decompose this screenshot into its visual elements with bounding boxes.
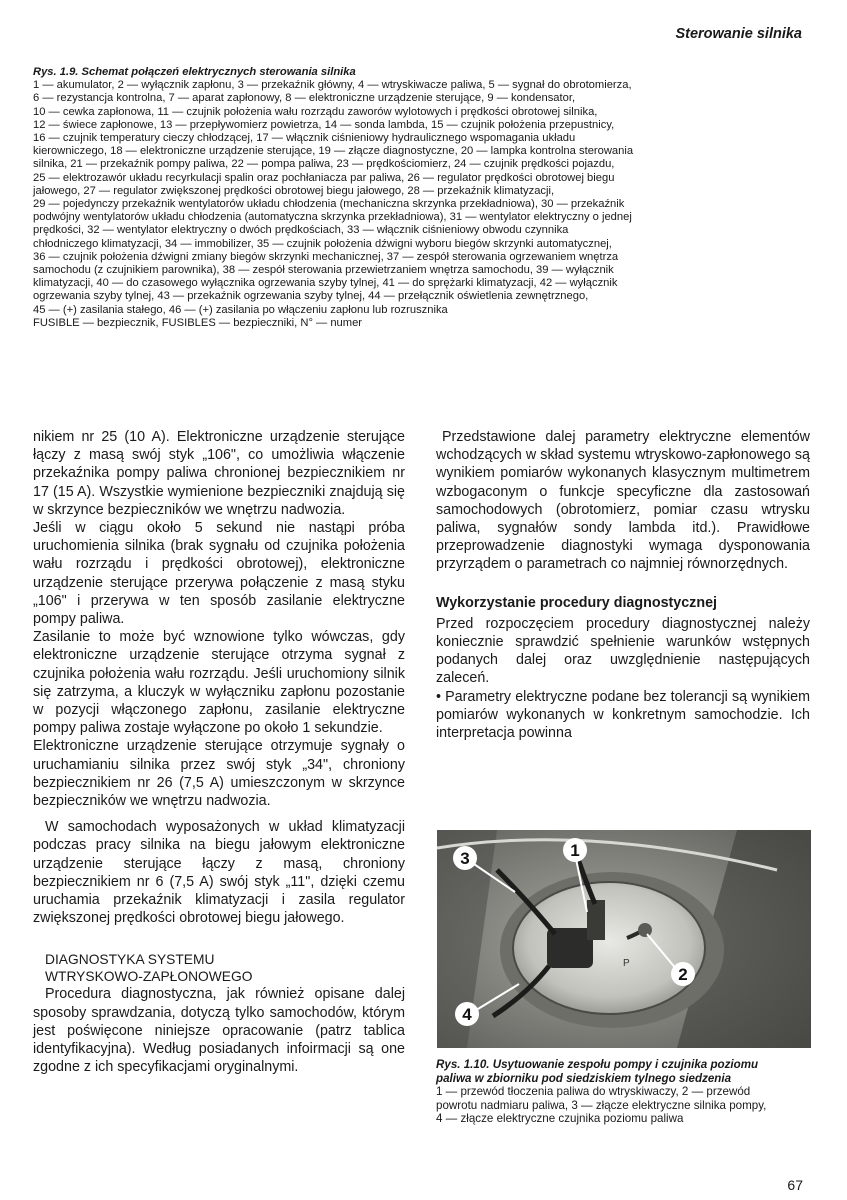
caption-line: chłodniczego klimatyzacji, 34 — immobilizer, 35 — czujnik położenia dźwigni wyboru biegów skrzynki automatycznej, xyxy=(33,237,612,250)
caption-line: FUSIBLE — bezpiecznik, FUSIBLES — bezpieczniki, N° — numer xyxy=(33,316,363,329)
body-paragraph: Jeśli w ciągu około 5 sekund nie nastąpi próba uruchomienia silnika (brak sygnału od czujnika położenia wału rozrządu i prędkości obrotowej), elektroniczne urządzenie sterujące przerywa połączenie z masą styku „106" i przerywa w ten sposób zasilanie elektryczne pompy paliwa. xyxy=(33,520,405,628)
diagnostics-heading xyxy=(33,951,405,985)
figure-1-10-description: 1 — przewód tłoczenia paliwa do wtryskiwaczy, 2 — przewód powrotu nadmiaru paliwa, 3 — złącze elektryczne silnika pompy, 4 — złącze elektryczne czujnika poziomu paliwa xyxy=(436,1085,767,1126)
callout-3: 3 xyxy=(460,849,470,868)
callout-2: 2 xyxy=(678,965,688,984)
caption-line: jałowego, 27 — regulator zwiększonej prędkości obrotowej biegu jałowego, 28 — przekaźnik klimatyzacji, xyxy=(33,184,555,197)
body-paragraph: W samochodach wyposażonych w układ klimatyzacji podczas pracy silnika na biegu jałowym elektroniczne urządzenie sterujące łączy z masą, chroniony bezpiecznikiem nr 6 (7,5 A) swój styk „11", dzięki czemu uruchamia przekaźnik klimatyzacji i zasila regulator zwiększonej prędkości obrotowej biegu jałowego. xyxy=(33,819,405,927)
cover-marking: P xyxy=(623,958,630,969)
callout-4: 4 xyxy=(462,1005,472,1024)
section-heading: Wykorzystanie procedury diagnostycznej xyxy=(436,594,717,611)
diagnostics-heading-line: WTRYSKOWO-ZAPŁONOWEGO xyxy=(45,969,253,985)
caption-line: podwójny wentylatorów układu chłodzenia (automatyczna skrzynka przekładniowa), 31 — wentylator elektryczny o jednej xyxy=(33,211,632,224)
caption-line: ogrzewania szyby tylnej, 43 — przekaźnik ogrzewania szyby tylnej, 44 — przełącznik oświetlenia zewnętrznego, xyxy=(33,290,589,303)
caption-line: silnika, 21 — przekaźnik pompy paliwa, 22 — pompa paliwa, 23 — prędkościomierz, 24 — czujnik prędkości pojazdu, xyxy=(33,158,615,171)
caption-line: 45 — (+) zasilania stałego, 46 — (+) zasilania po włączeniu zapłonu lub rozrusznika xyxy=(33,303,448,316)
caption-line: prędkości, 32 — wentylator elektryczny o dwóch prędkościach, 33 — włącznik ciśnieniowy obwodu czynnika xyxy=(33,224,569,237)
body-paragraph: • Parametry elektryczne podane bez tolerancji są wynikiem pomiarów wykonanych w konkretnym samochodzie. Ich interpretacja powinna xyxy=(436,688,810,742)
diagnostics-heading-line: DIAGNOSTYKA SYSTEMU xyxy=(45,952,215,968)
fuel-pump-photo xyxy=(437,830,811,1048)
caption-line: samochodu (z czujnikiem parownika), 38 — zespół sterowania przewietrzaniem wnętrza samochodu, 39 — wyłącznik xyxy=(33,264,614,277)
caption-line: kierowniczego, 18 — elektroniczne urządzenie sterujące, 19 — złącze diagnostyczne, 20 — lampka kontrolna sterowania xyxy=(33,145,634,158)
figure-1-10-title: Rys. 1.10. Usytuowanie zespołu pompy i czujnika poziomu paliwa w zbiorniku pod siedziskiem tylnego siedzenia xyxy=(436,1058,759,1085)
left-column xyxy=(33,428,405,1077)
caption-line: klimatyzacji, 40 — do czasowego wyłącznika ogrzewania szyby tylnej, 41 — do sprężarki klimatyzacji, 42 — wyłącznik xyxy=(33,277,618,290)
pump-outlet xyxy=(587,900,605,940)
callout-1: 1 xyxy=(570,841,580,860)
figure-1-9-title: Rys. 1.9. Schemat połączeń elektrycznych sterowania silnika xyxy=(33,66,356,78)
body-paragraph: nikiem nr 25 (10 A). Elektroniczne urządzenie sterujące łączy z masą swój styk „106", co umożliwia włączenie przekaźnika pompy paliwa chronionej bezpiecznikiem nr 17 (15 A). Wszystkie wymienione bezpieczniki znajdują się w skrzynce bezpieczników we wnętrzu nadwozia. xyxy=(33,429,405,518)
body-paragraph: Przed rozpoczęciem procedury diagnostycznej należy koniecznie sprawdzić spełnienie warunków wstępnych podanych dalej oraz uwzględnienie następujących zaleceń. xyxy=(436,615,810,687)
body-paragraph: Procedura diagnostyczna, jak również opisane dalej sposoby sprawdzania, dotyczą tylko samochodów, którym jest poświęcone niniejsze opracowanie (patrz tablica identyfikacyjna). Według posiadanych infoirmacji są one zgodne z ich specyfikacjami oryginalnymi. xyxy=(33,986,405,1076)
body-paragraph: Zasilanie to może być wznowione tylko wówczas, gdy elektroniczne urządzenie sterujące otrzyma sygnał z czujnika położenia wału rozrządu. Jeśli uruchomiony silnik się zatrzyma, a kluczyk w wyłączniku zapłonu pozostanie w pozycji włączonego zapłonu, zasilanie elektryczne pompy paliwa zostaje wyłączone po około 1 sekundzie. xyxy=(33,629,405,737)
right-column xyxy=(436,428,810,742)
page-number: 67 xyxy=(787,1177,803,1193)
body-paragraph: Elektroniczne urządzenie sterujące otrzymuje sygnały o uruchamianiu silnika przez swój styk „34", chroniony bezpiecznikiem nr 26 (7,5 A) umieszczonym w skrzynce bezpieczników we wnętrzu nadwozia. xyxy=(33,738,405,810)
caption-line: 29 — pojedynczy przekaźnik wentylatorów układu chłodzenia (mechaniczna skrzynka przekładniowa), 30 — przekaźnik xyxy=(33,198,625,211)
running-header: Sterowanie silnika xyxy=(675,26,802,42)
figure-1-9-caption xyxy=(33,66,813,330)
caption-line: 12 — świece zapłonowe, 13 — przepływomierz powietrza, 14 — sonda lambda, 15 — czujnik położenia przepustnicy, xyxy=(33,118,615,131)
caption-line: 6 — rezystancja kontrolna, 7 — aparat zapłonowy, 8 — elektroniczne urządzenie sterujące, 9 — kondensator, xyxy=(33,92,576,105)
caption-line: 25 — elektrozawór układu recyrkulacji spalin oraz pochłaniacza par paliwa, 26 — regulator prędkości obrotowej biegu xyxy=(33,171,615,184)
fuel-pump-photo-drawing xyxy=(437,830,811,1048)
caption-line: 10 — cewka zapłonowa, 11 — czujnik położenia wału rozrządu zaworów wylotowych i prędkości obrotowej silnika, xyxy=(33,105,598,118)
body-paragraph: Przedstawione dalej parametry elektryczne elementów wchodzących w skład systemu wtryskowo-zapłonowego są wynikiem pomiarów wykonanych klasycznym multimetrem wzbogaconym o funkcje specyficzne dla zastosowań samochodowych (obrotomierz, pomiar czasu wtrysku paliwa, sygnałów sondy lambda itd.). Prawidłowe przeprowadzenie diagnostyki wymaga dysponowania przyrządem o parametrach co najmniej równorzędnych. xyxy=(436,429,810,573)
figure-1-10-caption xyxy=(436,1058,776,1126)
caption-line: 1 — akumulator, 2 — wyłącznik zapłonu, 3 — przekaźnik główny, 4 — wtryskiwacze paliwa, 5 — sygnał do obrotomierza, xyxy=(33,79,632,92)
return-port xyxy=(638,923,652,937)
caption-line: 16 — czujnik temperatury cieczy chłodzącej, 17 — włącznik ciśnieniowy hydraulicznego wspomagania układu xyxy=(33,132,576,145)
caption-line: 36 — czujnik położenia dźwigni zmiany biegów skrzynki mechanicznej, 37 — zespół sterowania ogrzewaniem wnętrza xyxy=(33,250,619,263)
